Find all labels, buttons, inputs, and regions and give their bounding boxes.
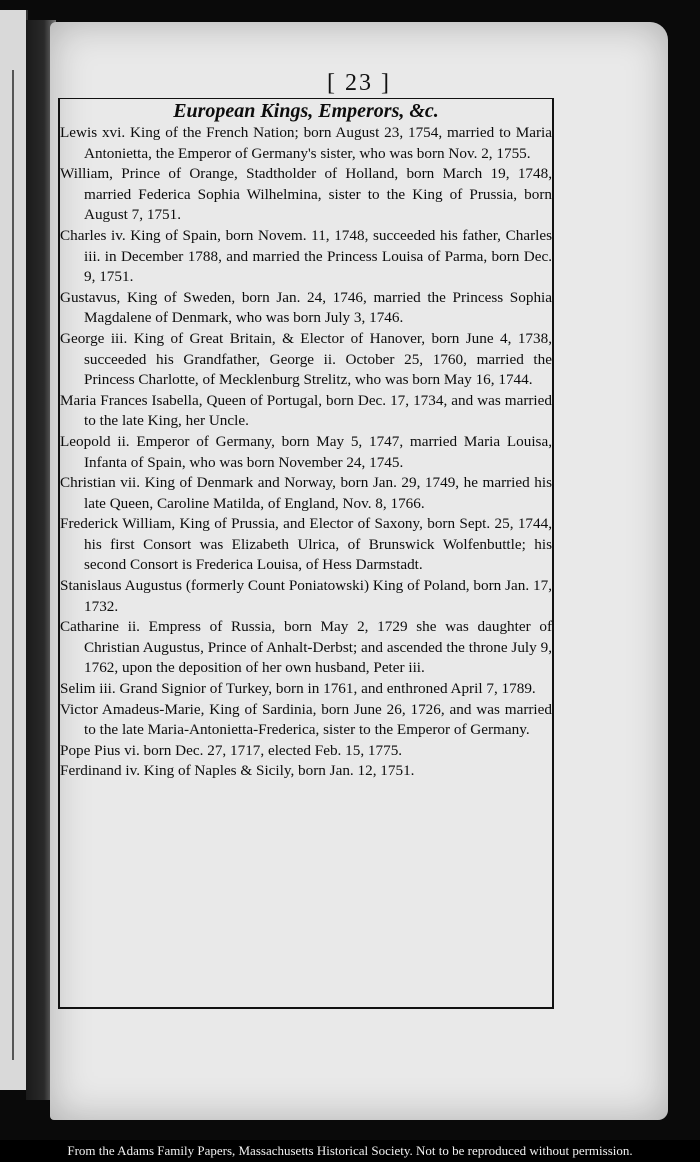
entry-catharine-ii: Catharine ii. Empress of Russia, born May 2, 1729 she was daughter of Christian Augustus, Prince of Anhalt-Derbst; and ascended the throne July 9, 1762, upon the deposition of her own husband, Peter iii.: [60, 618, 552, 677]
page-number: [ 23 ]: [327, 70, 391, 96]
entry-charles-iv: Charles iv. King of Spain, born Novem. 11, 1748, succeeded his father, Charles iii. in December 1788, and married the Princess Louisa of Parma, born Dec. 9, 1751.: [60, 226, 552, 286]
entry-victor-amadeus: Victor Amadeus-Marie, King of Sardinia, born June 26, 1726, and was married to the late Maria-Antonietta-Frederica, sister to the Emperor of Germany.: [60, 700, 552, 739]
entry-leopold-ii: Leopold ii. Emperor of Germany, born May 5, 1747, married Maria Louisa, Infanta of Spain, who was born November 24, 1745.: [60, 432, 552, 471]
facing-page-edge: [0, 10, 28, 1090]
entry-frederick-william: Frederick William, King of Prussia, and Elector of Saxony, born Sept. 25, 1744, his first Consort was Elizabeth Ulrica, of Brunswick Wolfenbuttle; his second Consort is Frederica Louisa, of Hess Darmstadt.: [60, 515, 552, 574]
entry-pope-pius-vi: Pope Pius vi. born Dec. 27, 1717, elected Feb. 15, 1775.: [60, 741, 403, 759]
text-frame: [58, 98, 554, 1009]
entry-list: [60, 123, 552, 782]
entry-gustavus: Gustavus, King of Sweden, born Jan. 24, 1746, married the Princess Sophia Magdalene of Denmark, who was born July 3, 1746.: [60, 288, 552, 327]
entry-ferdinand-iv: Ferdinand iv. King of Naples & Sicily, born Jan. 12, 1751.: [60, 762, 415, 780]
copyright-footer: From the Adams Family Papers, Massachusetts Historical Society. Not to be reproduced without permission.: [0, 1140, 700, 1162]
entry-selim-iii: Selim iii. Grand Signior of Turkey, born in 1761, and enthroned April 7, 1789.: [60, 680, 536, 698]
facing-page-rule: [12, 70, 14, 1060]
page-heading: European Kings, Emperors, &c.: [173, 100, 439, 122]
entry-lewis-xvi: Lewis xvi. King of the French Nation; born August 23, 1754, married to Maria Antonietta, the Emperor of Germany's sister, who was born Nov. 2, 1755.: [60, 124, 552, 162]
entry-george-iii: George iii. King of Great Britain, & Elector of Hanover, born June 4, 1738, succeeded his Grandfather, George ii. October 25, 1760, married the Princess Charlotte, of Mecklenburg Strelitz, who was born May 16, 1744.: [60, 329, 552, 389]
book-page: [50, 22, 668, 1120]
entry-christian-vii: Christian vii. King of Denmark and Norway, born Jan. 29, 1749, he married his late Queen, Caroline Matilda, of England, Nov. 8, 1766.: [60, 474, 552, 512]
entry-william-orange: William, Prince of Orange, Stadtholder of Holland, born March 19, 1748, married Federica Sophia Wilhelmina, sister to the King of Prussia, born August 7, 1751.: [60, 165, 552, 224]
entry-stanislaus: Stanislaus Augustus (formerly Count Poniatowski) King of Poland, born Jan. 17, 1732.: [60, 577, 552, 615]
entry-maria-frances: Maria Frances Isabella, Queen of Portugal, born Dec. 17, 1734, and was married to the late King, her Uncle.: [60, 391, 552, 430]
